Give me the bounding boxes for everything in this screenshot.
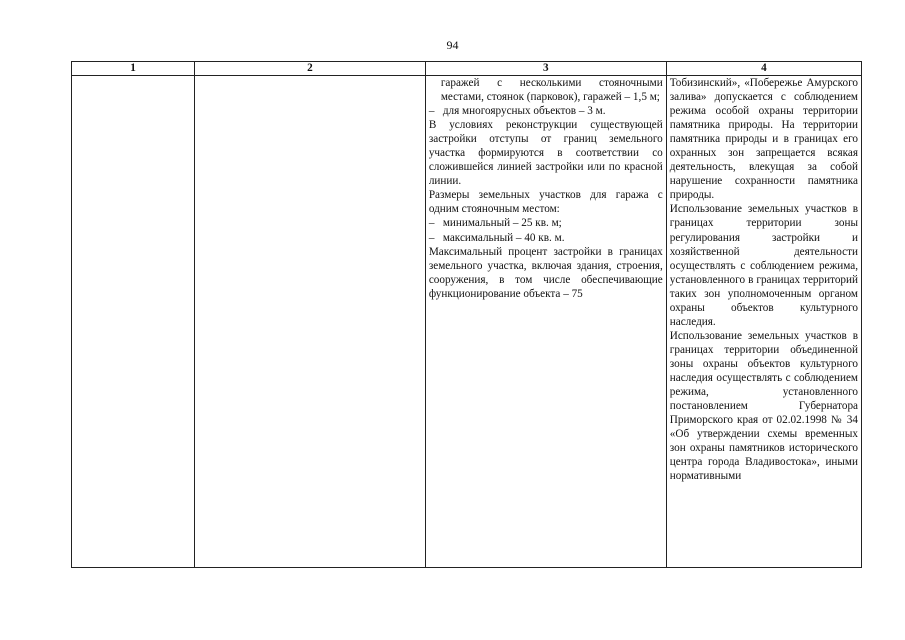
cell-column-2	[195, 76, 426, 568]
cell-column-4	[666, 76, 861, 568]
cell-column-1	[72, 76, 195, 568]
reconstruction-paragraph: В условиях реконструкции существующей застройки отступы от границ земельного участка формируются в соответствии со сложившейся линией застройки или по красной линии.	[428, 119, 663, 188]
dash-marker: –	[428, 217, 435, 230]
max-build-percent-paragraph: Максимальный процент застройки в границах земельного участка, включая здания, строения, сооружения, в том числе обеспечивающие функционирование объекта – 75	[428, 245, 663, 300]
dash-marker: –	[428, 231, 435, 244]
dash-marker: –	[428, 105, 435, 118]
plot-sizes-intro: Размеры земельных участков для гаража с одним стояночным местом:	[428, 189, 663, 216]
regulation-zone-paragraph: Использование земельных участков в границах территории зоны регулирования застройки и хозяйственной деятельности осуществлять с соблюдением режима, установленного в границах территорий таких зон уполномоченным органом охраны объектов культурного наследия.	[669, 203, 858, 328]
max-size-item	[429, 231, 663, 245]
min-size-text: минимальный – 25 кв. м;	[442, 217, 562, 230]
column-header-3: 3	[425, 62, 666, 76]
page-number: 94	[446, 38, 459, 52]
cell-column-3	[425, 76, 666, 568]
table-row	[72, 76, 862, 568]
united-zone-paragraph: Использование земельных участков в границах территории объединенной зоны охраны объектов культурного наследия осуществлять с соблюдением режима, установленного постановлением Губернатора Приморского края от 02.02.1998 № 34 «Об утверждении схемы временных зон охраны памятников исторического центра города Владивостока», иными нормативными	[669, 329, 858, 483]
column-header-2: 2	[195, 62, 426, 76]
nature-monument-paragraph: Тобизинский», «Побережье Амурского залива» допускается с соблюдением режима особой охраны территории памятника природы. На территории памятника природы и в границах его охранных зон запрещается всякая деятельность, влекущая за собой нарушение сохранности памятника природы.	[669, 77, 858, 202]
regulations-table	[71, 61, 862, 568]
max-size-text: максимальный – 40 кв. м.	[442, 231, 565, 244]
column-header-4: 4	[666, 62, 861, 76]
garage-setback-continuation: гаражей с несколькими стояночными местами, стоянок (парковок), гаражей – 1,5 м;	[440, 77, 663, 104]
column-header-1: 1	[72, 62, 195, 76]
table-header-row	[72, 62, 862, 76]
multilevel-setback-item	[429, 104, 663, 118]
multilevel-setback-text: для многоярусных объектов – 3 м.	[442, 105, 606, 118]
min-size-item	[429, 216, 663, 230]
